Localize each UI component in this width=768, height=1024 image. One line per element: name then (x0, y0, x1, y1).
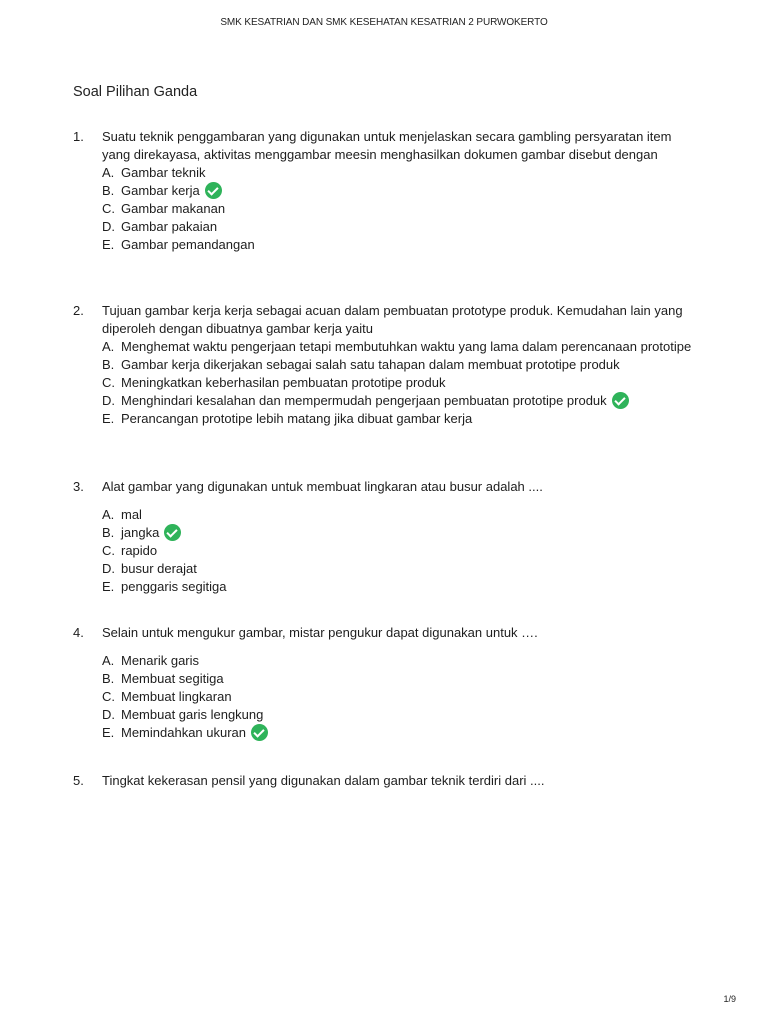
option-letter: C. (102, 375, 115, 390)
option-letter: C. (102, 543, 115, 558)
option-text: Membuat segitiga (121, 671, 224, 686)
page-header: SMK KESATRIAN DAN SMK KESEHATAN KESATRIAN 2 PURWOKERTO (220, 17, 548, 28)
option-b (102, 356, 703, 374)
question-number: 1. (73, 129, 84, 144)
option-text: Memindahkan ukuran (121, 725, 247, 740)
option-b (102, 670, 703, 688)
option-c (102, 374, 703, 392)
option-letter: E. (102, 411, 115, 426)
option-a (102, 164, 703, 182)
option-text: Membuat lingkaran (121, 689, 232, 704)
option-e (102, 578, 703, 596)
option-letter: E. (102, 725, 115, 740)
question-1 (73, 128, 703, 254)
option-d (102, 218, 703, 236)
question-text: Alat gambar yang digunakan untuk membuat lingkaran atau busur adalah .... (102, 479, 543, 494)
option-letter: E. (102, 237, 115, 252)
option-text: Membuat garis lengkung (121, 707, 264, 722)
option-letter: D. (102, 707, 115, 722)
option-text: Menghindari kesalahan dan mempermudah pengerjaan pembuatan prototipe produk (121, 393, 607, 408)
option-letter: A. (102, 165, 115, 180)
option-text: Gambar kerja (121, 183, 200, 198)
question-number: 2. (73, 303, 84, 318)
option-d (102, 560, 703, 578)
check-circle-icon (251, 724, 268, 741)
option-text: jangka (121, 525, 160, 540)
check-circle-icon (612, 392, 629, 409)
option-a (102, 506, 703, 524)
option-letter: D. (102, 393, 115, 408)
option-text: mal (121, 507, 142, 522)
question-text: Tingkat kekerasan pensil yang digunakan dalam gambar teknik terdiri dari .... (102, 773, 545, 788)
option-letter: B. (102, 671, 115, 686)
option-letter: B. (102, 183, 115, 198)
option-letter: E. (102, 579, 115, 594)
option-text: Menghemat waktu pengerjaan tetapi membutuhkan waktu yang lama dalam perencanaan prototipe (121, 339, 692, 354)
option-letter: C. (102, 689, 115, 704)
option-text: Gambar kerja dikerjakan sebagai salah satu tahapan dalam membuat prototipe produk (121, 357, 620, 372)
option-text: penggaris segitiga (121, 579, 227, 594)
option-letter: A. (102, 653, 115, 668)
question-5 (73, 772, 703, 790)
question-3 (73, 478, 703, 596)
option-letter: B. (102, 525, 115, 540)
option-letter: A. (102, 339, 115, 354)
option-letter: D. (102, 219, 115, 234)
option-text: busur derajat (121, 561, 197, 576)
option-b (102, 524, 703, 542)
option-letter: D. (102, 561, 115, 576)
option-text: Meningkatkan keberhasilan pembuatan prototipe produk (121, 375, 446, 390)
section-title: Soal Pilihan Ganda (73, 84, 198, 100)
question-4 (73, 624, 703, 742)
question-text: Tujuan gambar kerja kerja sebagai acuan dalam pembuatan prototype produk. Kemudahan lain yang diperoleh dengan dibuatnya gambar kerja yaitu (102, 303, 683, 336)
options-list (102, 652, 703, 742)
question-text: Suatu teknik penggambaran yang digunakan untuk menjelaskan secara gambling persyaratan item yang direkayasa, aktivitas menggambar meesin menghasilkan dokumen gambar disebut dengan (102, 129, 672, 162)
option-letter: B. (102, 357, 115, 372)
options-list (102, 164, 703, 254)
option-letter: A. (102, 507, 115, 522)
option-text: Gambar pakaian (121, 219, 218, 234)
option-text: Gambar makanan (121, 201, 226, 216)
option-a (102, 652, 703, 670)
check-circle-icon (205, 182, 222, 199)
option-a (102, 338, 703, 356)
question-number: 4. (73, 625, 84, 640)
option-e (102, 410, 703, 428)
option-text: Gambar teknik (121, 165, 206, 180)
option-c (102, 688, 703, 706)
option-text: Gambar pemandangan (121, 237, 255, 252)
question-2 (73, 302, 703, 428)
option-c (102, 542, 703, 560)
check-circle-icon (164, 524, 181, 541)
option-text: rapido (121, 543, 158, 558)
option-b (102, 182, 703, 200)
option-letter: C. (102, 201, 115, 216)
options-list (102, 338, 703, 428)
option-d (102, 392, 703, 410)
question-number: 3. (73, 479, 84, 494)
option-c (102, 200, 703, 218)
option-e (102, 724, 703, 742)
option-text: Menarik garis (121, 653, 200, 668)
question-number: 5. (73, 773, 84, 788)
option-e (102, 236, 703, 254)
page-number: 1/9 (723, 994, 736, 1004)
options-list (102, 506, 703, 596)
question-text: Selain untuk mengukur gambar, mistar pengukur dapat digunakan untuk …. (102, 625, 538, 640)
option-d (102, 706, 703, 724)
option-text: Perancangan prototipe lebih matang jika dibuat gambar kerja (121, 411, 473, 426)
